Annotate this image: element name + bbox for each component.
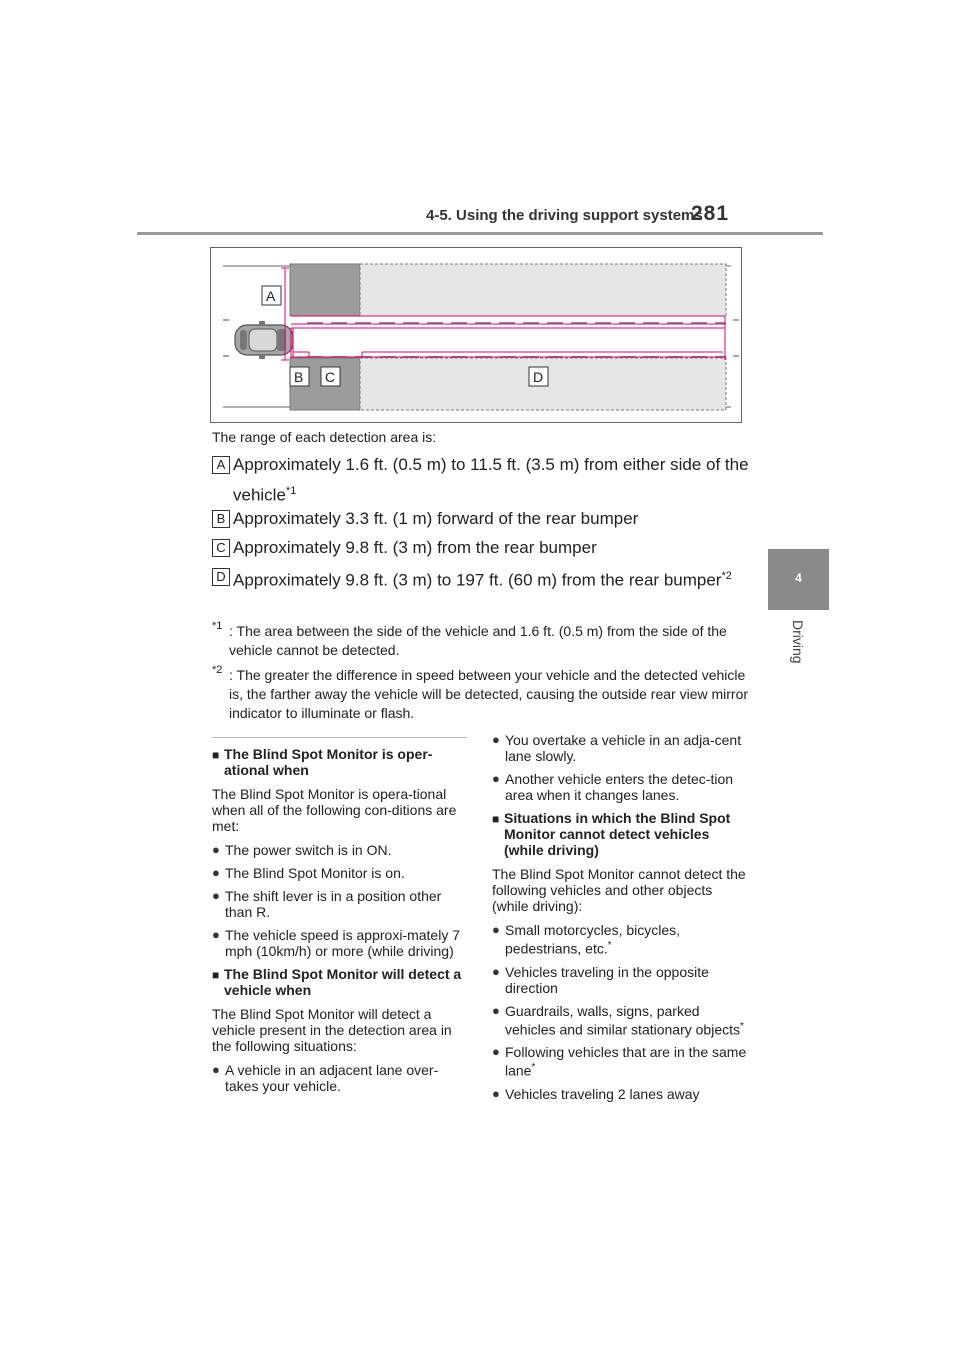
list-item: ● Vehicles traveling in the opposite direction [492, 963, 709, 996]
list-item: ● You overtake a vehicle in an adja-cent lane slowly. [492, 732, 742, 764]
zone-d-upper [360, 264, 726, 316]
range-item-b [212, 505, 752, 532]
footnote-text: : The area between the side of the vehicle and 1.6 ft. (0.5 m) from the side of the vehicle cannot be detected. [229, 623, 727, 658]
paragraph: The Blind Spot Monitor is opera-tional when all of the following con-ditions are met: [212, 786, 457, 834]
subheading: ■ The Blind Spot Monitor will detect a vehicle when [212, 966, 462, 998]
column-rule [212, 737, 467, 738]
footnote-text: : The greater the difference in speed between your vehicle and the detected vehicle is, the farther away the vehicle will be detected, causing the outside rear view mirror indicator to illuminate or flash. [229, 667, 749, 721]
footnote-mark: *2 [212, 664, 223, 676]
footnote-mark: *1 [212, 620, 223, 632]
subheading: ■ The Blind Spot Monitor is oper-ational when [212, 746, 433, 778]
range-item-d [212, 563, 752, 594]
list-item: ● Another vehicle enters the detec-tion area when it changes lanes. [492, 771, 734, 803]
range-key: C [212, 539, 230, 557]
detection-area-diagram [211, 248, 741, 422]
zone-c-upper [290, 264, 360, 316]
figure-label-d: D [533, 369, 544, 385]
footnote-ref: *1 [285, 485, 297, 497]
list-item: ● Small motorcycles, bicycles, pedestrians, etc.* [492, 922, 681, 957]
range-text: Approximately 1.6 ft. (0.5 m) to 11.5 ft. (3.5 m) from either side of the vehicle [233, 455, 749, 505]
list-item: ● Guardrails, walls, signs, parked vehicles and similar stationary objects* [492, 1002, 744, 1038]
vehicle-icon [235, 321, 293, 359]
range-key: A [212, 456, 230, 474]
subheading: ■ Situations in which the Blind Spot Monitor cannot detect vehicles (while driving) [492, 810, 731, 858]
range-key: D [212, 568, 230, 586]
paragraph: The Blind Spot Monitor will detect a vehicle present in the detection area in the following situations: [212, 1006, 452, 1054]
detection-area-figure [210, 247, 742, 423]
range-item-a [212, 451, 752, 509]
chapter-tab: 4 [768, 549, 829, 610]
chapter-label: Driving [790, 620, 806, 664]
range-item-c [212, 534, 752, 561]
figure-label-a: A [266, 288, 276, 304]
list-item: ● The shift lever is in a position other than R. [212, 888, 442, 920]
list-item: ● The Blind Spot Monitor is on. [212, 865, 405, 881]
right-column [492, 732, 747, 1109]
left-column [212, 746, 467, 1101]
list-item: ● A vehicle in an adjacent lane over-takes your vehicle. [212, 1062, 439, 1094]
list-item: ● The power switch is in ON. [212, 842, 392, 858]
list-item: ● The vehicle speed is approxi-mately 7 mph (10km/h) or more (while driving) [212, 927, 461, 959]
list-item: ● Following vehicles that are in the same lane* [492, 1044, 747, 1079]
footnote-1 [212, 622, 752, 660]
range-text: Approximately 9.8 ft. (3 m) from the rear bumper [233, 538, 597, 557]
header-rule [137, 232, 823, 235]
figure-label-c: C [325, 369, 336, 385]
range-key: B [212, 510, 230, 528]
range-intro: The range of each detection area is: [212, 429, 437, 445]
range-text: Approximately 9.8 ft. (3 m) to 197 ft. (60 m) from the rear bumper [233, 570, 722, 590]
figure-label-b: B [294, 369, 304, 385]
section-title: 4-5. Using the driving support systems [426, 207, 703, 224]
paragraph: The Blind Spot Monitor cannot detect the following vehicles and other objects (while driving): [492, 866, 746, 914]
range-text: Approximately 3.3 ft. (1 m) forward of the rear bumper [233, 509, 639, 528]
page-number: 281 [691, 202, 730, 225]
list-item: ● Vehicles traveling 2 lanes away [492, 1085, 700, 1102]
footnote-2 [212, 666, 752, 723]
footnote-ref: *2 [721, 570, 732, 582]
